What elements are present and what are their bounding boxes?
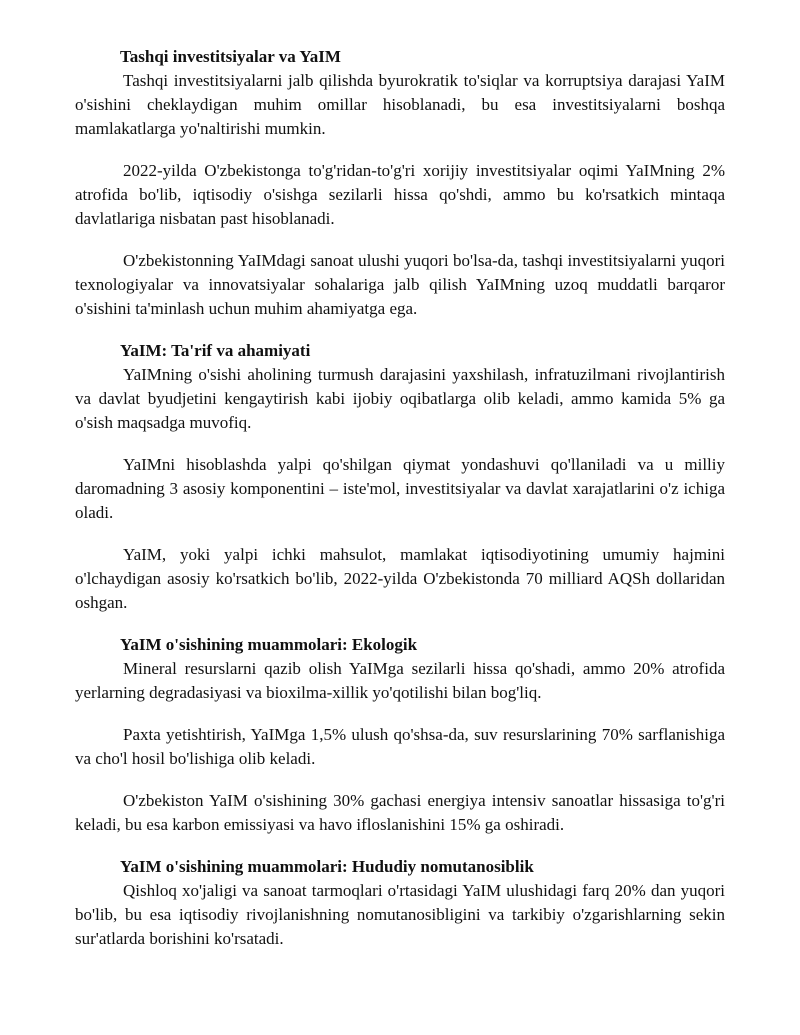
paragraph: YaIM, yoki yalpi ichki mahsulot, mamlakat iqtisodiyotining umumiy hajmini o'lchaydigan asosiy ko'rsatkich bo'lib, 2022-yilda O'zbekistonda 70 milliard AQSh dollaridan oshgan. — [75, 545, 725, 612]
document-body — [75, 45, 725, 951]
section-title: YaIM o'sishining muammolari: Hududiy nomutanosiblik — [120, 857, 534, 876]
paragraph: Paxta yetishtirish, YaIMga 1,5% ulush qo'shsa-da, suv resurslarining 70% sarflanishiga va cho'l hosil bo'lishiga olib keladi. — [75, 725, 725, 768]
section-foreign-investment — [75, 45, 725, 321]
paragraph: 2022-yilda O'zbekistonga to'g'ridan-to'g'ri xorijiy investitsiyalar oqimi YaIMning 2% atrofida bo'lib, iqtisodiy o'sishga sezilarli hissa qo'shdi, ammo bu ko'rsatkich mintaqa davlatlariga nisbatan past hisoblanadi. — [75, 161, 725, 228]
section-ecological-problems — [75, 633, 725, 837]
paragraph: Qishloq xo'jaligi va sanoat tarmoqlari o'rtasidagi YaIM ulushidagi farq 20% dan yuqori bo'lib, bu esa iqtisodiy rivojlanishning nomutanosibligini va tarkibiy o'zgarishlarning sekin sur'atlarda borishini ko'rsatadi. — [75, 881, 725, 948]
section-gdp-definition — [75, 339, 725, 615]
section-title: YaIM: Ta'rif va ahamiyati — [120, 341, 311, 360]
section-title: YaIM o'sishining muammolari: Ekologik — [120, 635, 418, 654]
paragraph: YaIMni hisoblashda yalpi qo'shilgan qiymat yondashuvi qo'llaniladi va u milliy daromadning 3 asosiy komponentini – iste'mol, investitsiyalar va davlat xarajatlarini o'z ichiga oladi. — [75, 455, 725, 522]
paragraph: O'zbekiston YaIM o'sishining 30% gachasi energiya intensiv sanoatlar hissasiga to'g'ri keladi, bu esa karbon emissiyasi va havo ifloslanishini 15% ga oshiradi. — [75, 791, 725, 834]
paragraph: O'zbekistonning YaIMdagi sanoat ulushi yuqori bo'lsa-da, tashqi investitsiyalarni yuqori texnologiyalar va innovatsiyalar sohalariga jalb qilish YaIMning uzoq muddatli barqaror o'sishini ta'minlash uchun muhim ahamiyatga ega. — [75, 251, 725, 318]
paragraph: Mineral resurslarni qazib olish YaIMga sezilarli hissa qo'shadi, ammo 20% atrofida yerlarning degradasiyasi va bioxilma-xillik yo'qotilishi bilan bog'liq. — [75, 659, 725, 702]
paragraph: YaIMning o'sishi aholining turmush darajasini yaxshilash, infratuzilmani rivojlantirish va davlat byudjetini kengaytirish kabi ijobiy oqibatlarga olib keladi, ammo kamida 5% ga o'sish maqsadga muvofiq. — [75, 365, 725, 432]
paragraph: Tashqi investitsiyalarni jalb qilishda byurokratik to'siqlar va korruptsiya darajasi YaIM o'sishini cheklaydigan muhim omillar hisoblanadi, bu esa investitsiyalarni boshqa mamlakatlarga yo'naltirishi mumkin. — [75, 71, 725, 138]
section-regional-imbalance — [75, 855, 725, 951]
section-title: Tashqi investitsiyalar va YaIM — [120, 47, 341, 66]
